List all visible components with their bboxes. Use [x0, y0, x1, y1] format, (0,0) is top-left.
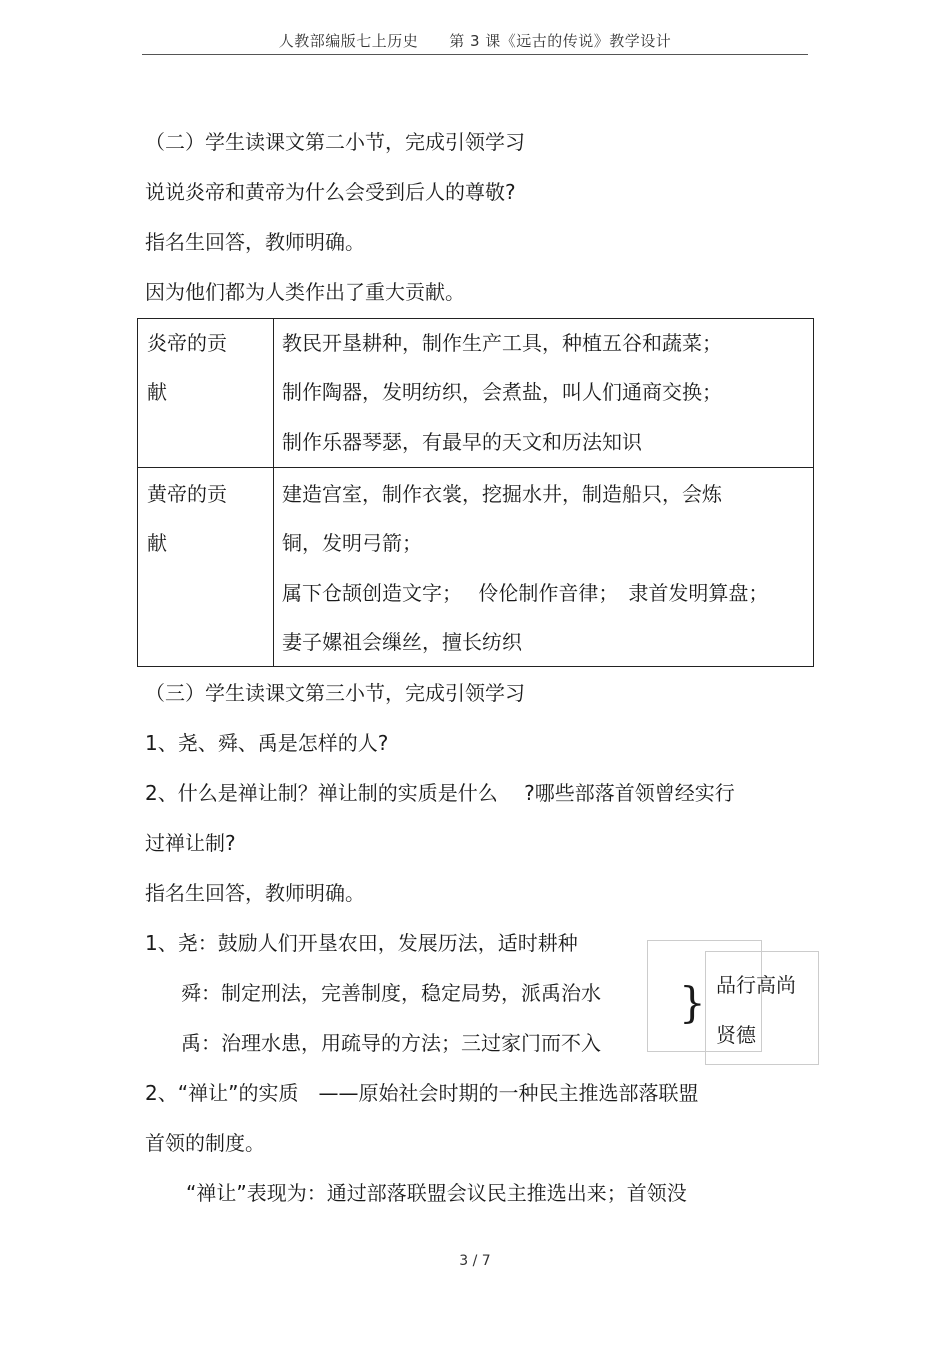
- yandi-contribution-line: 制作陶器，发明纺织，会煮盐，叫人们通商交换；: [282, 380, 722, 404]
- header-rule: [142, 54, 808, 55]
- table-row-divider: [138, 467, 813, 468]
- answer-2-line2: 首领的制度。: [145, 1131, 265, 1155]
- huangdi-contribution-line: 铜，发明弓箭；: [282, 531, 422, 555]
- huangdi-label-line2: 献: [147, 531, 167, 555]
- yandi-label-line2: 献: [147, 380, 167, 404]
- answer-2-line3: “禅让”表现为：通过部落联盟会议民主推选出来；首领没: [186, 1181, 687, 1205]
- question-3-line1: 2、什么是禅让制？禅让制的实质是什么 ?哪些部落首领曾经实行: [145, 781, 735, 805]
- answer-prompt-2: 指名生回答，教师明确。: [145, 881, 365, 905]
- table-column-divider: [273, 319, 274, 666]
- section-2-title: （二）学生读课文第二小节，完成引领学习: [145, 130, 525, 154]
- reason-text: 因为他们都为人类作出了重大贡献。: [145, 280, 465, 304]
- yandi-label-line1: 炎帝的贡: [147, 331, 227, 355]
- yandi-contribution-line: 教民开垦耕种，制作生产工具，种植五谷和蔬菜；: [282, 331, 722, 355]
- answer-2-line1: 2、“禅让”的实质 ——原始社会时期的一种民主推选部落联盟: [145, 1081, 699, 1105]
- trait-line2: 贤德: [716, 1023, 756, 1047]
- annotation-frame: [705, 951, 819, 1065]
- question-2: 1、尧、舜、禹是怎样的人?: [145, 731, 389, 755]
- answer-shun: 舜：制定刑法，完善制度，稳定局势，派禹治水: [181, 981, 601, 1005]
- huangdi-label-line1: 黄帝的贡: [147, 482, 227, 506]
- page-header: 人教部编版七上历史 第 3 课《远古的传说》教学设计: [278, 32, 672, 50]
- answer-yu: 禹：治理水患，用疏导的方法；三过家门而不入: [181, 1031, 601, 1055]
- page-number: 3 / 7: [459, 1253, 491, 1269]
- answer-yao: 1、尧：鼓励人们开垦农田，发展历法，适时耕种: [145, 931, 578, 955]
- question-1: 说说炎帝和黄帝为什么会受到后人的尊敬?: [145, 180, 516, 204]
- question-3-line2: 过禅让制?: [145, 831, 236, 855]
- contribution-table: [137, 318, 814, 667]
- huangdi-contribution-line: 建造宫室，制作衣裳，挖掘水井，制造船只，会炼: [282, 482, 722, 506]
- grouping-brace: }: [679, 978, 706, 1027]
- huangdi-contribution-line: 属下仓颉创造文字； 伶伦制作音律； 隶首发明算盘；: [282, 581, 769, 605]
- answer-prompt-1: 指名生回答，教师明确。: [145, 230, 365, 254]
- huangdi-contribution-line: 妻子嫘祖会缫丝，擅长纺织: [282, 630, 522, 654]
- trait-line1: 品行高尚: [716, 973, 796, 997]
- yandi-contribution-line: 制作乐器琴瑟，有最早的天文和历法知识: [282, 430, 642, 454]
- section-3-title: （三）学生读课文第三小节，完成引领学习: [145, 681, 525, 705]
